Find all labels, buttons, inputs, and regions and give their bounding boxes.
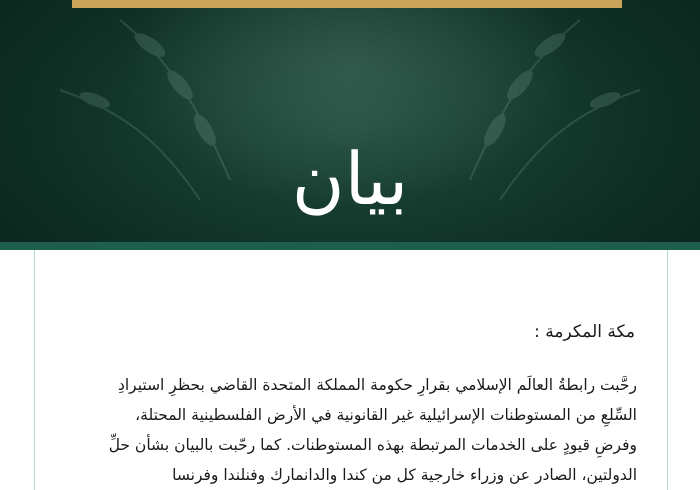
statement-line: الدولتين، الصادر عن وزراء خارجية كل من كندا والدانمارك وفنلندا وفرنسا bbox=[172, 466, 637, 484]
statement-line: السِّلعِ من المستوطنات الإسرائيلية غير القانونية في الأرض الفلسطينية المحتلة، bbox=[135, 406, 637, 424]
statement-line: وفرضِ قيودٍ على الخدمات المرتبطة بهذه المستوطنات. كما رحّبت بالبيان بشأن حلِّ bbox=[108, 436, 637, 454]
statement-text bbox=[63, 370, 637, 490]
header-banner bbox=[0, 0, 700, 242]
banner-bottom-stripe bbox=[0, 242, 700, 250]
statement-line: رحَّبت رابطةُ العالَم الإسلامي بقرارِ حكومة المملكة المتحدة القاضي بحظرِ استيرادِ bbox=[117, 376, 637, 394]
document-body bbox=[34, 250, 668, 490]
page-title: بيان bbox=[291, 137, 409, 221]
dateline: مكة المكرمة : bbox=[534, 322, 635, 342]
